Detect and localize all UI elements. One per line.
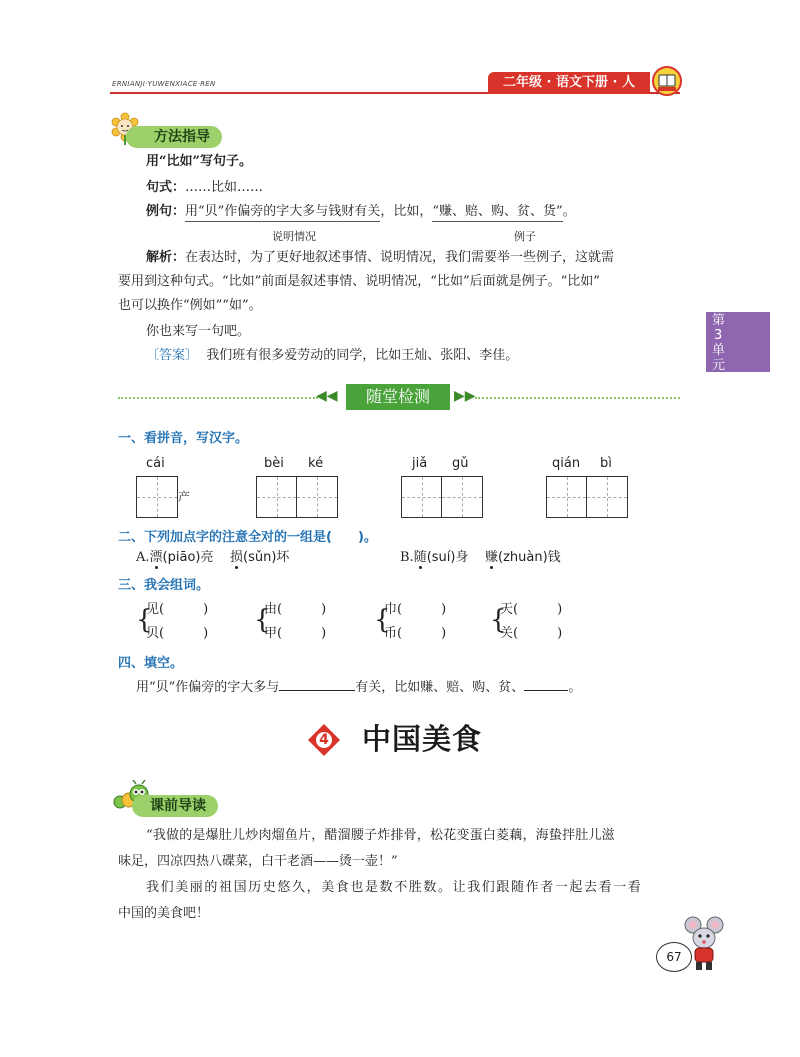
quiz-banner: 随堂检测	[346, 384, 450, 410]
writing-cell[interactable]	[257, 477, 297, 517]
note-example: 例子	[514, 230, 536, 243]
q3-g4-bottom[interactable]: 关( )	[500, 626, 563, 641]
q4-blank-1[interactable]	[279, 676, 355, 691]
example-part2: “赚、赔、购、贫、货”	[432, 204, 562, 222]
preview-para1-line1: “我做的是爆肚儿炒肉熘鱼片，醋溜腰子炸排骨，松花变蛋白菱藕，海蛰拌肚儿滋	[146, 828, 615, 843]
q1-pinyin-4b: bì	[600, 456, 612, 471]
q2-option-a[interactable]	[136, 548, 289, 568]
side-tab-line2: 3	[714, 328, 723, 343]
q2-a2-char: 损	[230, 550, 244, 565]
preview-para2-line1: 我们美丽的祖国历史悠久，美食也是数不胜数。让我们跟随作者一起去看一看	[146, 880, 643, 895]
writing-cell[interactable]	[137, 477, 177, 517]
q2-b1-char: 随	[413, 550, 427, 565]
example-end: 。	[562, 204, 576, 219]
header-tab: 二年级 · 语文下册 · 人	[488, 72, 650, 94]
preview-para1-line2: 味足，四凉四热八碟菜，白干老酒——烫一壶！”	[118, 854, 398, 869]
analysis-line3: 也可以换作“例如”“如”。	[118, 298, 262, 313]
method-pattern	[146, 178, 263, 198]
preview-title: 课前导读	[132, 795, 218, 817]
q3-title: 三、我会组词。	[118, 578, 210, 593]
brace: {	[490, 605, 507, 635]
method-guide-title: 方法指导	[126, 126, 222, 148]
q1-pinyin-4a: qián	[552, 456, 581, 471]
q2-a1-py: (piāo)亮	[162, 550, 214, 565]
example-part1: 用“贝”作偏旁的字大多与钱财有关	[185, 204, 380, 222]
writing-cell[interactable]	[402, 477, 442, 517]
answer-text: 我们班有很多爱劳动的同学，比如王灿、张阳、李佳。	[206, 348, 519, 363]
q1-grid-1	[136, 476, 178, 518]
writing-cell[interactable]	[587, 477, 627, 517]
writing-cell[interactable]	[547, 477, 587, 517]
example-mid: ，比如，	[380, 204, 433, 219]
q4-text2: 有关，比如赚、赔、购、贫、	[355, 680, 525, 695]
analysis-label: 解析：	[146, 250, 186, 265]
q3-g1-bottom[interactable]: 贝( )	[146, 626, 209, 641]
analysis-line1	[146, 248, 614, 268]
q3-g1-top[interactable]: 见( )	[146, 602, 209, 617]
brace: {	[254, 605, 271, 635]
q1-grid-2	[256, 476, 338, 518]
method-intro: 用“比如”写句子。	[146, 154, 252, 169]
page-number: 67	[656, 942, 692, 972]
banner-arrow-right-icon: ▶▶	[454, 388, 476, 404]
q4-title: 四、填空。	[118, 656, 184, 671]
book-logo-icon	[650, 66, 684, 96]
unit-side-tab	[706, 312, 770, 372]
q1-grid-4	[546, 476, 628, 518]
banner-rule-right	[475, 397, 680, 399]
q1-extra-char: 产	[178, 490, 191, 504]
q4-text1: 用“贝”作偏旁的字大多与	[136, 680, 280, 695]
q2-title: 二、下列加点字的注意全对的一组是( )。	[118, 530, 377, 545]
q1-title: 一、看拼音，写汉字。	[118, 431, 249, 446]
writing-cell[interactable]	[297, 477, 337, 517]
q3-g4-top[interactable]: 天( )	[500, 602, 563, 617]
q4-blank-2[interactable]	[524, 676, 568, 691]
lesson-title: 中国美食	[362, 722, 483, 756]
preview-para2-line2: 中国的美食吧！	[118, 906, 210, 921]
brace: {	[374, 605, 391, 635]
q2-a2-py: (sǔn)坏	[243, 550, 290, 565]
method-try: 你也来写一句吧。	[146, 324, 251, 339]
side-tab-line3: 单	[712, 343, 726, 358]
q2-option-b[interactable]	[400, 548, 561, 568]
side-tab-line1: 第	[712, 313, 726, 328]
q2-b2-char: 赚	[485, 550, 499, 565]
q2-a1-char: 漂	[149, 550, 163, 565]
q1-pinyin-2b: ké	[308, 456, 324, 471]
mouse-mascot-icon	[684, 916, 724, 974]
q3-g3-bottom[interactable]: 币( )	[384, 626, 447, 641]
q2-a-label: A.	[136, 550, 150, 565]
q1-pinyin-3a: jiǎ	[412, 456, 428, 471]
pattern-label: 句式：	[146, 180, 186, 195]
q3-g2-bottom[interactable]: 甲( )	[264, 626, 327, 641]
method-example	[146, 202, 576, 222]
analysis-text1: 在表达时，为了更好地叙述事情、说明情况，我们需要举一些例子，这就需	[185, 250, 615, 265]
answer-label: 〔答案〕	[146, 348, 199, 363]
q2-b1-py: (suí)身	[426, 550, 469, 565]
q2-b-label: B.	[400, 550, 414, 565]
note-situation: 说明情况	[272, 230, 316, 243]
header-code: ERNIANJI·YUWENXIACE·REN	[112, 80, 216, 88]
example-label: 例句：	[146, 204, 186, 219]
analysis-line2: 要用到这种句式。“比如”前面是叙述事情、说明情况，“比如”后面就是例子。“比如”	[118, 274, 600, 289]
q3-g3-top[interactable]: 巾( )	[384, 602, 447, 617]
writing-cell[interactable]	[442, 477, 482, 517]
method-answer	[146, 346, 518, 366]
side-tab-line4: 元	[712, 358, 726, 373]
q1-grid-3	[401, 476, 483, 518]
banner-arrow-left-icon: ◀◀	[316, 388, 338, 404]
q4-sentence	[136, 676, 581, 698]
pattern-text: ……比如……	[185, 180, 264, 195]
q1-pinyin-3b: gǔ	[452, 456, 469, 471]
lesson-number: 4	[319, 732, 329, 748]
q2-b2-py: (zhuàn)钱	[498, 550, 561, 565]
q1-pinyin-2a: bèi	[264, 456, 284, 471]
q1-pinyin-1: cái	[146, 456, 165, 471]
banner-rule-left	[118, 397, 318, 399]
brace: {	[136, 605, 153, 635]
q4-text3: 。	[568, 680, 582, 695]
q3-g2-top[interactable]: 由( )	[264, 602, 327, 617]
